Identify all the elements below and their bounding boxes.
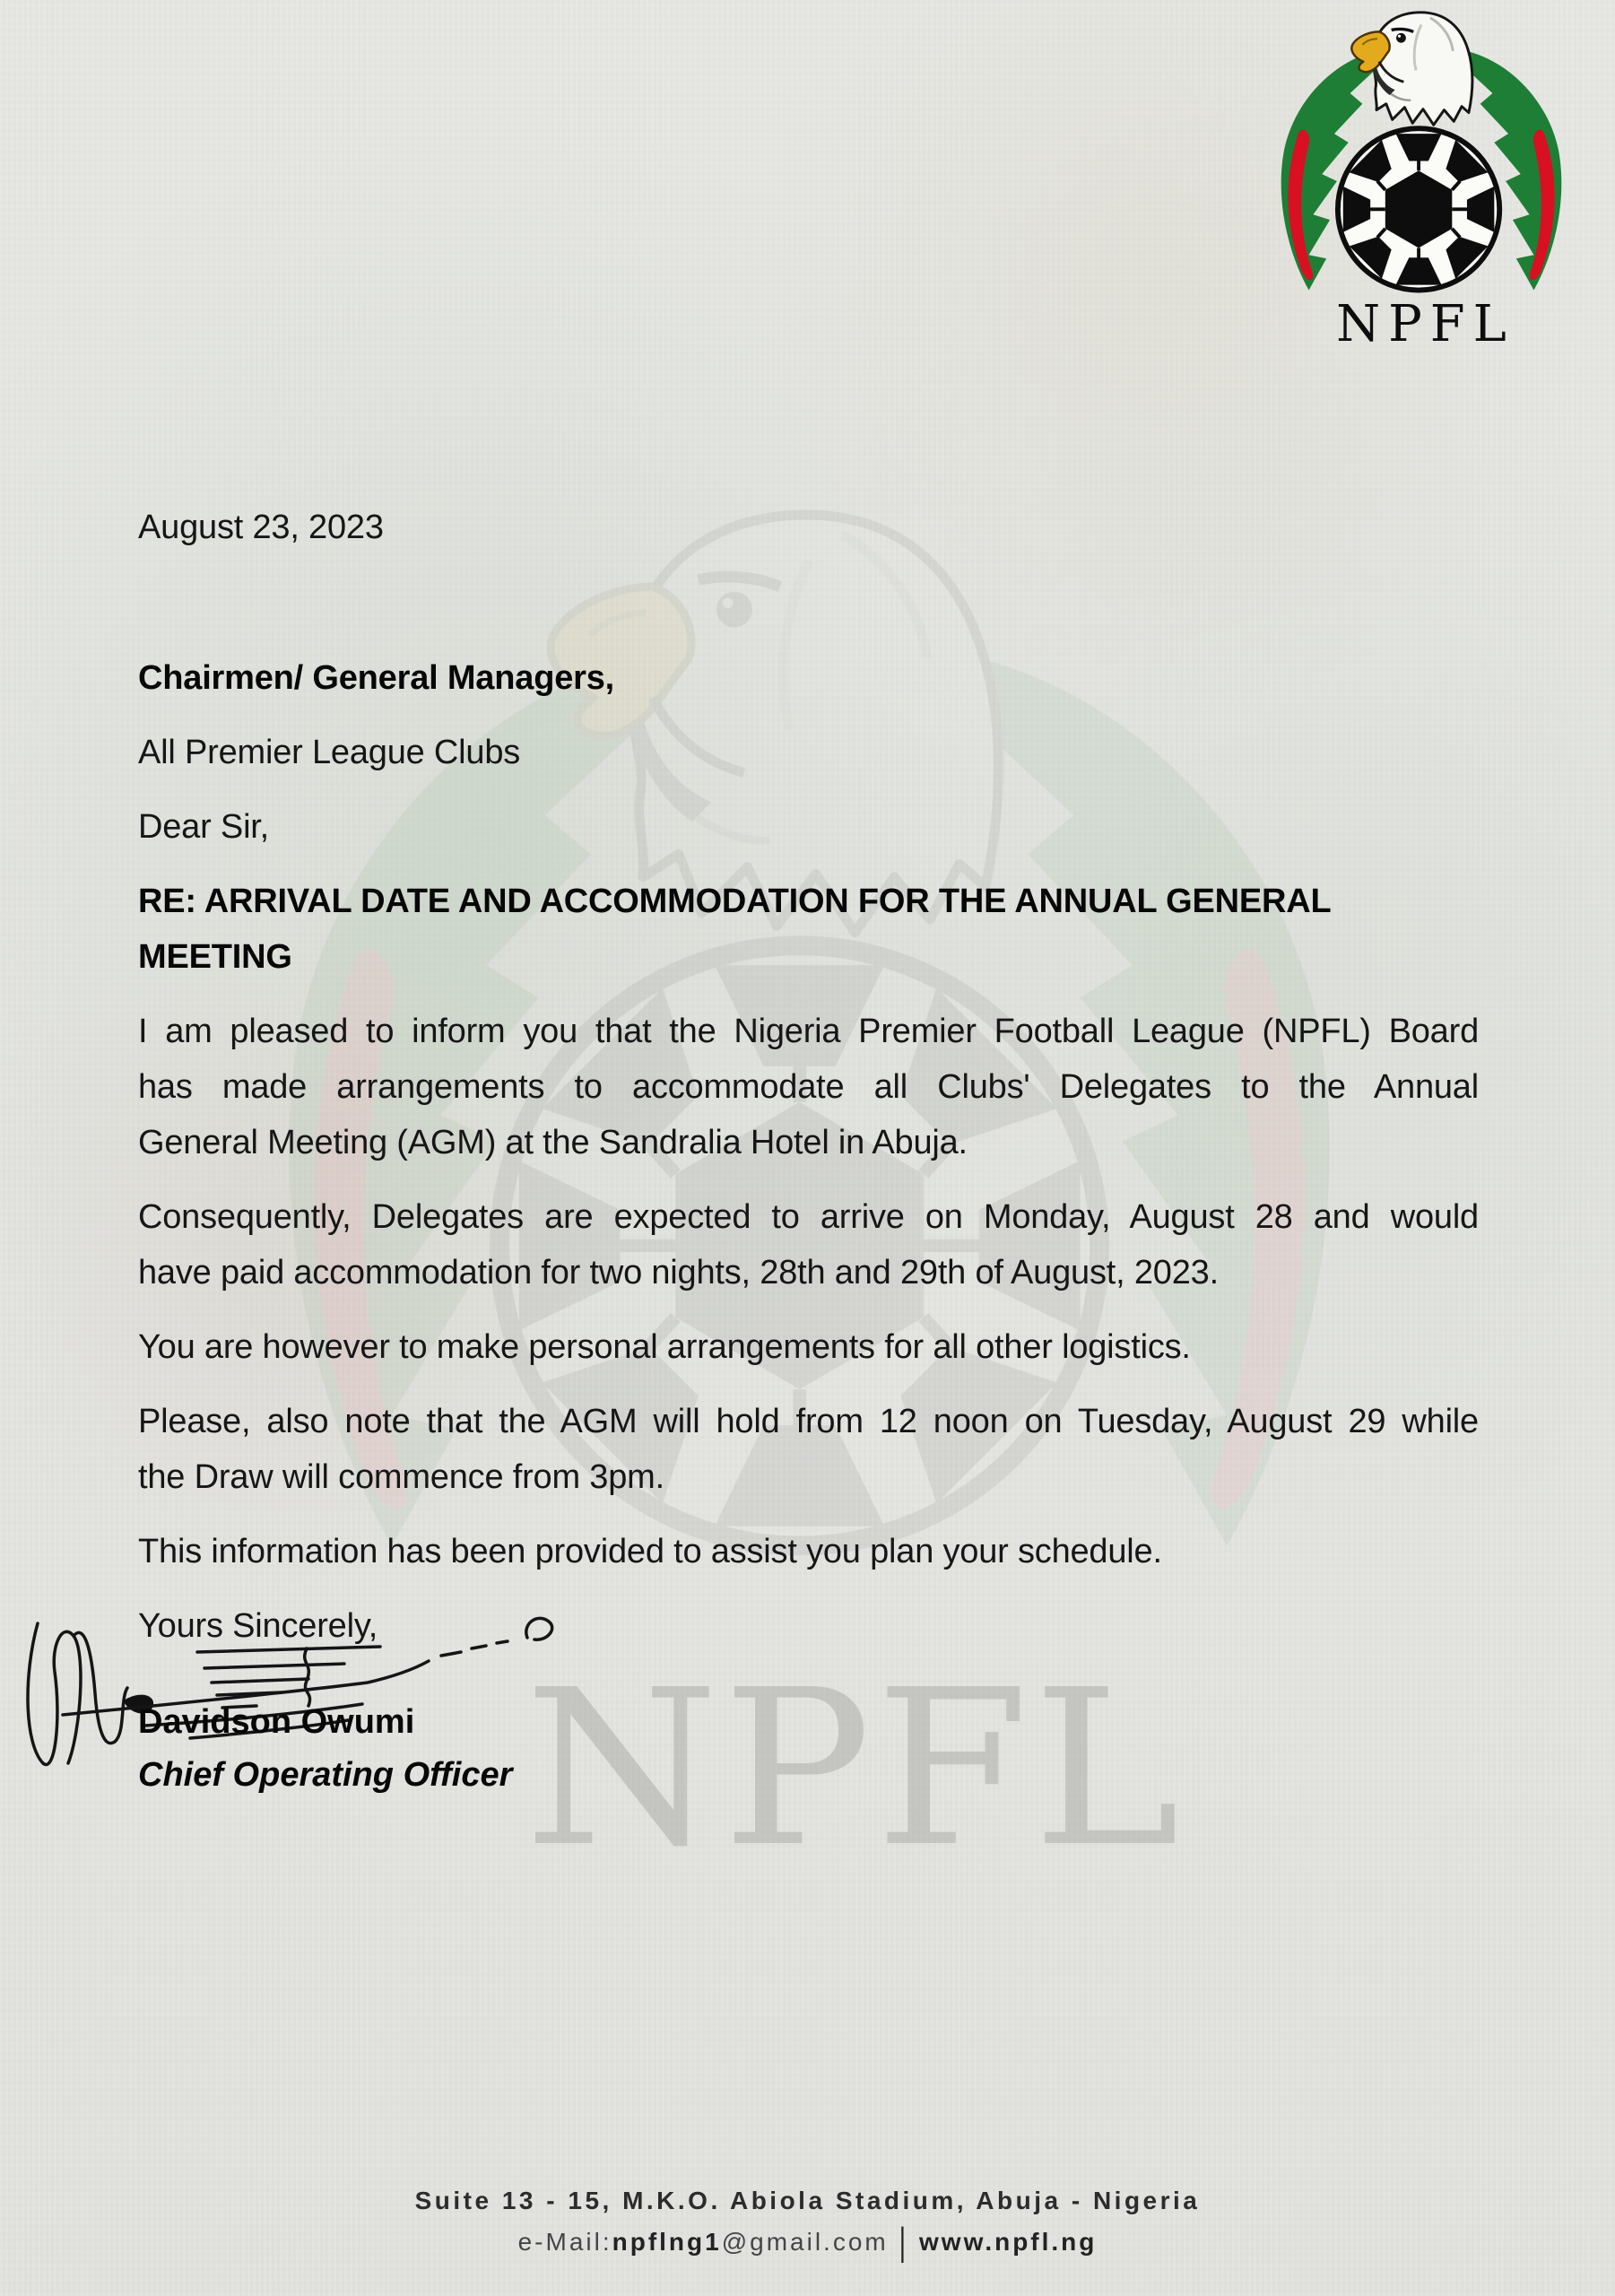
recipient-line-2: All Premier League Clubs — [138, 734, 521, 771]
letter-date: August 23, 2023 — [138, 509, 384, 546]
paragraph-4: Please, also note that the AGM will hold from 12 noon on Tuesday, August 29 while the Draw will commence from 3pm. — [138, 1403, 1479, 1496]
paragraph-1: I am pleased to inform you that the Nigeria Premier Football League (NPFL) Board has made arrangements to accommodate all Clubs' Delegates to the Annual General Meeting (AGM) at the Sandralia Hotel in Abuja. — [138, 1013, 1479, 1161]
closing: Yours Sincerely, — [138, 1607, 378, 1645]
footer-email-label: e-Mail: — [517, 2228, 612, 2256]
paragraph-5: This information has been provided to assist you plan your schedule. — [138, 1533, 1162, 1570]
letter-body — [138, 500, 1479, 1673]
subject-line: RE: ARRIVAL DATE AND ACCOMMODATION FOR THE ANNUAL GENERAL MEETING — [138, 883, 1331, 976]
signatory-title: Chief Operating Officer — [138, 1756, 513, 1794]
footer-address: Suite 13 - 15, M.K.O. Abiola Stadium, Abuja - Nigeria — [414, 2187, 1201, 2214]
footer-email-user: npflng1 — [612, 2228, 722, 2256]
footer-separator-icon: | — [899, 2220, 909, 2264]
npfl-crest-icon — [1246, 5, 1597, 304]
signatory-name: Davidson Owumi — [138, 1703, 415, 1741]
footer-website: www.npfl.ng — [919, 2228, 1098, 2256]
recipient-line-1: Chairmen/ General Managers, — [138, 659, 615, 697]
paragraph-2: Consequently, Delegates are expected to arrive on Monday, August 28 and would have paid accommodation for two nights, 28th and 29th of August, 2023. — [138, 1198, 1479, 1292]
npfl-logo — [1246, 5, 1597, 353]
footer-contact — [0, 2220, 1615, 2264]
footer-email-domain: @gmail.com — [721, 2228, 889, 2256]
npfl-text-watermark: NPFL — [525, 1643, 1184, 1894]
salutation: Dear Sir, — [138, 808, 270, 846]
paragraph-3: You are however to make personal arrangements for all other logistics. — [138, 1328, 1191, 1366]
npfl-logo-text: NPFL — [1336, 295, 1515, 354]
